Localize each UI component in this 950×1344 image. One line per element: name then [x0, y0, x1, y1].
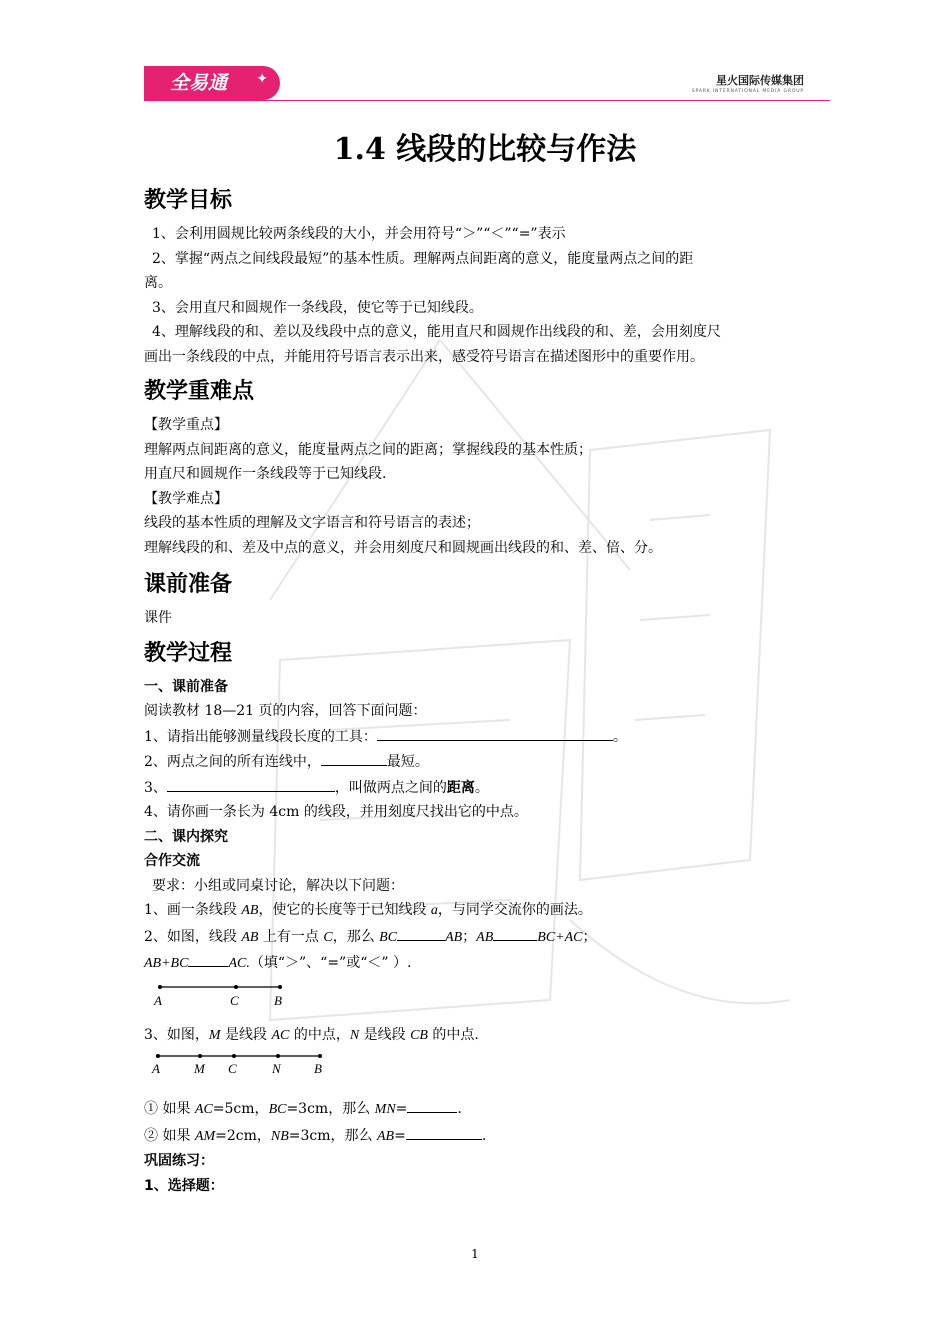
difficulty-line: 理解线段的和、差及中点的意义，并会用刻度尺和圆规画出线段的和、差、倍、分。 [144, 539, 662, 556]
goal-line: 画出一条线段的中点，并能用符号语言表示出来，感受符号语言在描述图形中的重要作用。 [144, 348, 704, 365]
figure-segment-amcnb [144, 1048, 810, 1086]
publisher-block [692, 72, 804, 94]
subquestion-1: ① 如果 AC=5cm，BC=3cm，那么 MN= . [144, 1096, 810, 1123]
section-heading-goals: 教学目标 [144, 188, 233, 213]
goal-line: 2、掌握“两点之间线段最短”的基本性质。理解两点间距离的意义，能度量两点之间的距 [152, 250, 694, 267]
subquestion-2: ② 如果 AM=2cm，NB=3cm，那么 AB= . [144, 1123, 810, 1150]
question-4: 4、请你画一条长为 4cm 的线段，并用刻度尺找出它的中点。 [144, 804, 528, 820]
figure-segment-acb [144, 977, 810, 1011]
goal-line: 3、会用直尺和圆规作一条线段，使它等于已知线段。 [152, 299, 483, 316]
answer-blank[interactable] [188, 950, 228, 967]
exercise-1: 1、画一条线段 AB，使它的长度等于已知线段 a，与同学交流你的画法。 [144, 902, 592, 918]
key-line: 用直尺和圆规作一条线段等于已知线段. [144, 466, 387, 482]
page-title: 1.4 线段的比较与作法 [333, 132, 637, 167]
subheading-coop: 合作交流 [144, 853, 200, 869]
answer-blank[interactable] [397, 924, 445, 941]
point-label-c: C [228, 1061, 237, 1076]
requirement-text: 要求：小组或同桌讨论，解决以下问题： [152, 877, 404, 894]
point-label-a: A [152, 1061, 160, 1076]
publisher-name-en: SPARK INTERNATIONAL MEDIA GROUP [691, 89, 804, 94]
point-label-m: M [194, 1061, 205, 1076]
logo-text: 全易通 [170, 72, 228, 94]
header-divider [144, 100, 830, 101]
section-heading-process: 教学过程 [144, 640, 233, 666]
question-1: 1、请指出能够测量线段长度的工具： 。 [144, 724, 810, 750]
goal-line: 1、会利用圆规比较两条线段的大小，并会用符号“＞”“＜”“=”表示 [152, 226, 566, 242]
answer-blank[interactable] [493, 924, 537, 941]
prep-body: 课件 [144, 610, 172, 626]
exercise-2: 2、如图，线段 AB 上有一点 C，那么 BC AB；AB BC+AC； [144, 924, 810, 951]
practice-heading: 巩固练习： [144, 1153, 214, 1169]
key-label: 【教学重点】 [144, 417, 228, 433]
answer-blank[interactable] [167, 775, 335, 792]
document-body [144, 128, 810, 1198]
goal-line: 4、理解线段的和、差以及线段中点的意义，能用直尺和圆规作出线段的和、差，会用刻度尺 [152, 324, 721, 340]
reading-instruction: 阅读教材 18—21 页的内容，回答下面问题： [144, 703, 427, 719]
star-icon: ✦ [256, 71, 268, 87]
answer-blank[interactable] [377, 724, 613, 741]
answer-blank[interactable] [406, 1123, 482, 1140]
goal-line: 离。 [144, 275, 172, 291]
point-label-c: C [230, 992, 239, 1008]
answer-blank[interactable] [407, 1096, 457, 1113]
part-heading: 二、课内探究 [144, 828, 228, 845]
difficulty-label: 【教学难点】 [144, 490, 228, 507]
point-label-b: B [314, 1061, 322, 1076]
question-3: 3、 ，叫做两点之间的距离。 [144, 775, 810, 801]
point-label-n: N [272, 1061, 281, 1076]
difficulty-line: 线段的基本性质的理解及文字语言和符号语言的表述； [144, 515, 480, 531]
section-heading-prep: 课前准备 [144, 572, 233, 597]
exercise-2-cont: AB+BC AC.（填“＞”、“=”或“＜” ）. [144, 950, 810, 977]
brand-logo [144, 66, 280, 100]
key-line: 理解两点间距离的意义，能度量两点之间的距离；掌握线段的基本性质； [144, 441, 592, 458]
page-number: 1 [471, 1247, 479, 1261]
publisher-name: 星火国际传媒集团 [716, 74, 804, 87]
section-heading-keypoints: 教学重难点 [144, 379, 255, 404]
answer-blank[interactable] [321, 749, 387, 766]
part-heading: 一、课前准备 [144, 678, 228, 695]
exercise-3: 3、如图，M 是线段 AC 的中点，N 是线段 CB 的中点. [144, 1026, 479, 1043]
choice-heading: 1、选择题： [144, 1177, 224, 1194]
question-2: 2、两点之间的所有连线中， 最短。 [144, 749, 810, 775]
point-label-a: A [154, 992, 162, 1008]
point-label-b: B [274, 992, 282, 1008]
